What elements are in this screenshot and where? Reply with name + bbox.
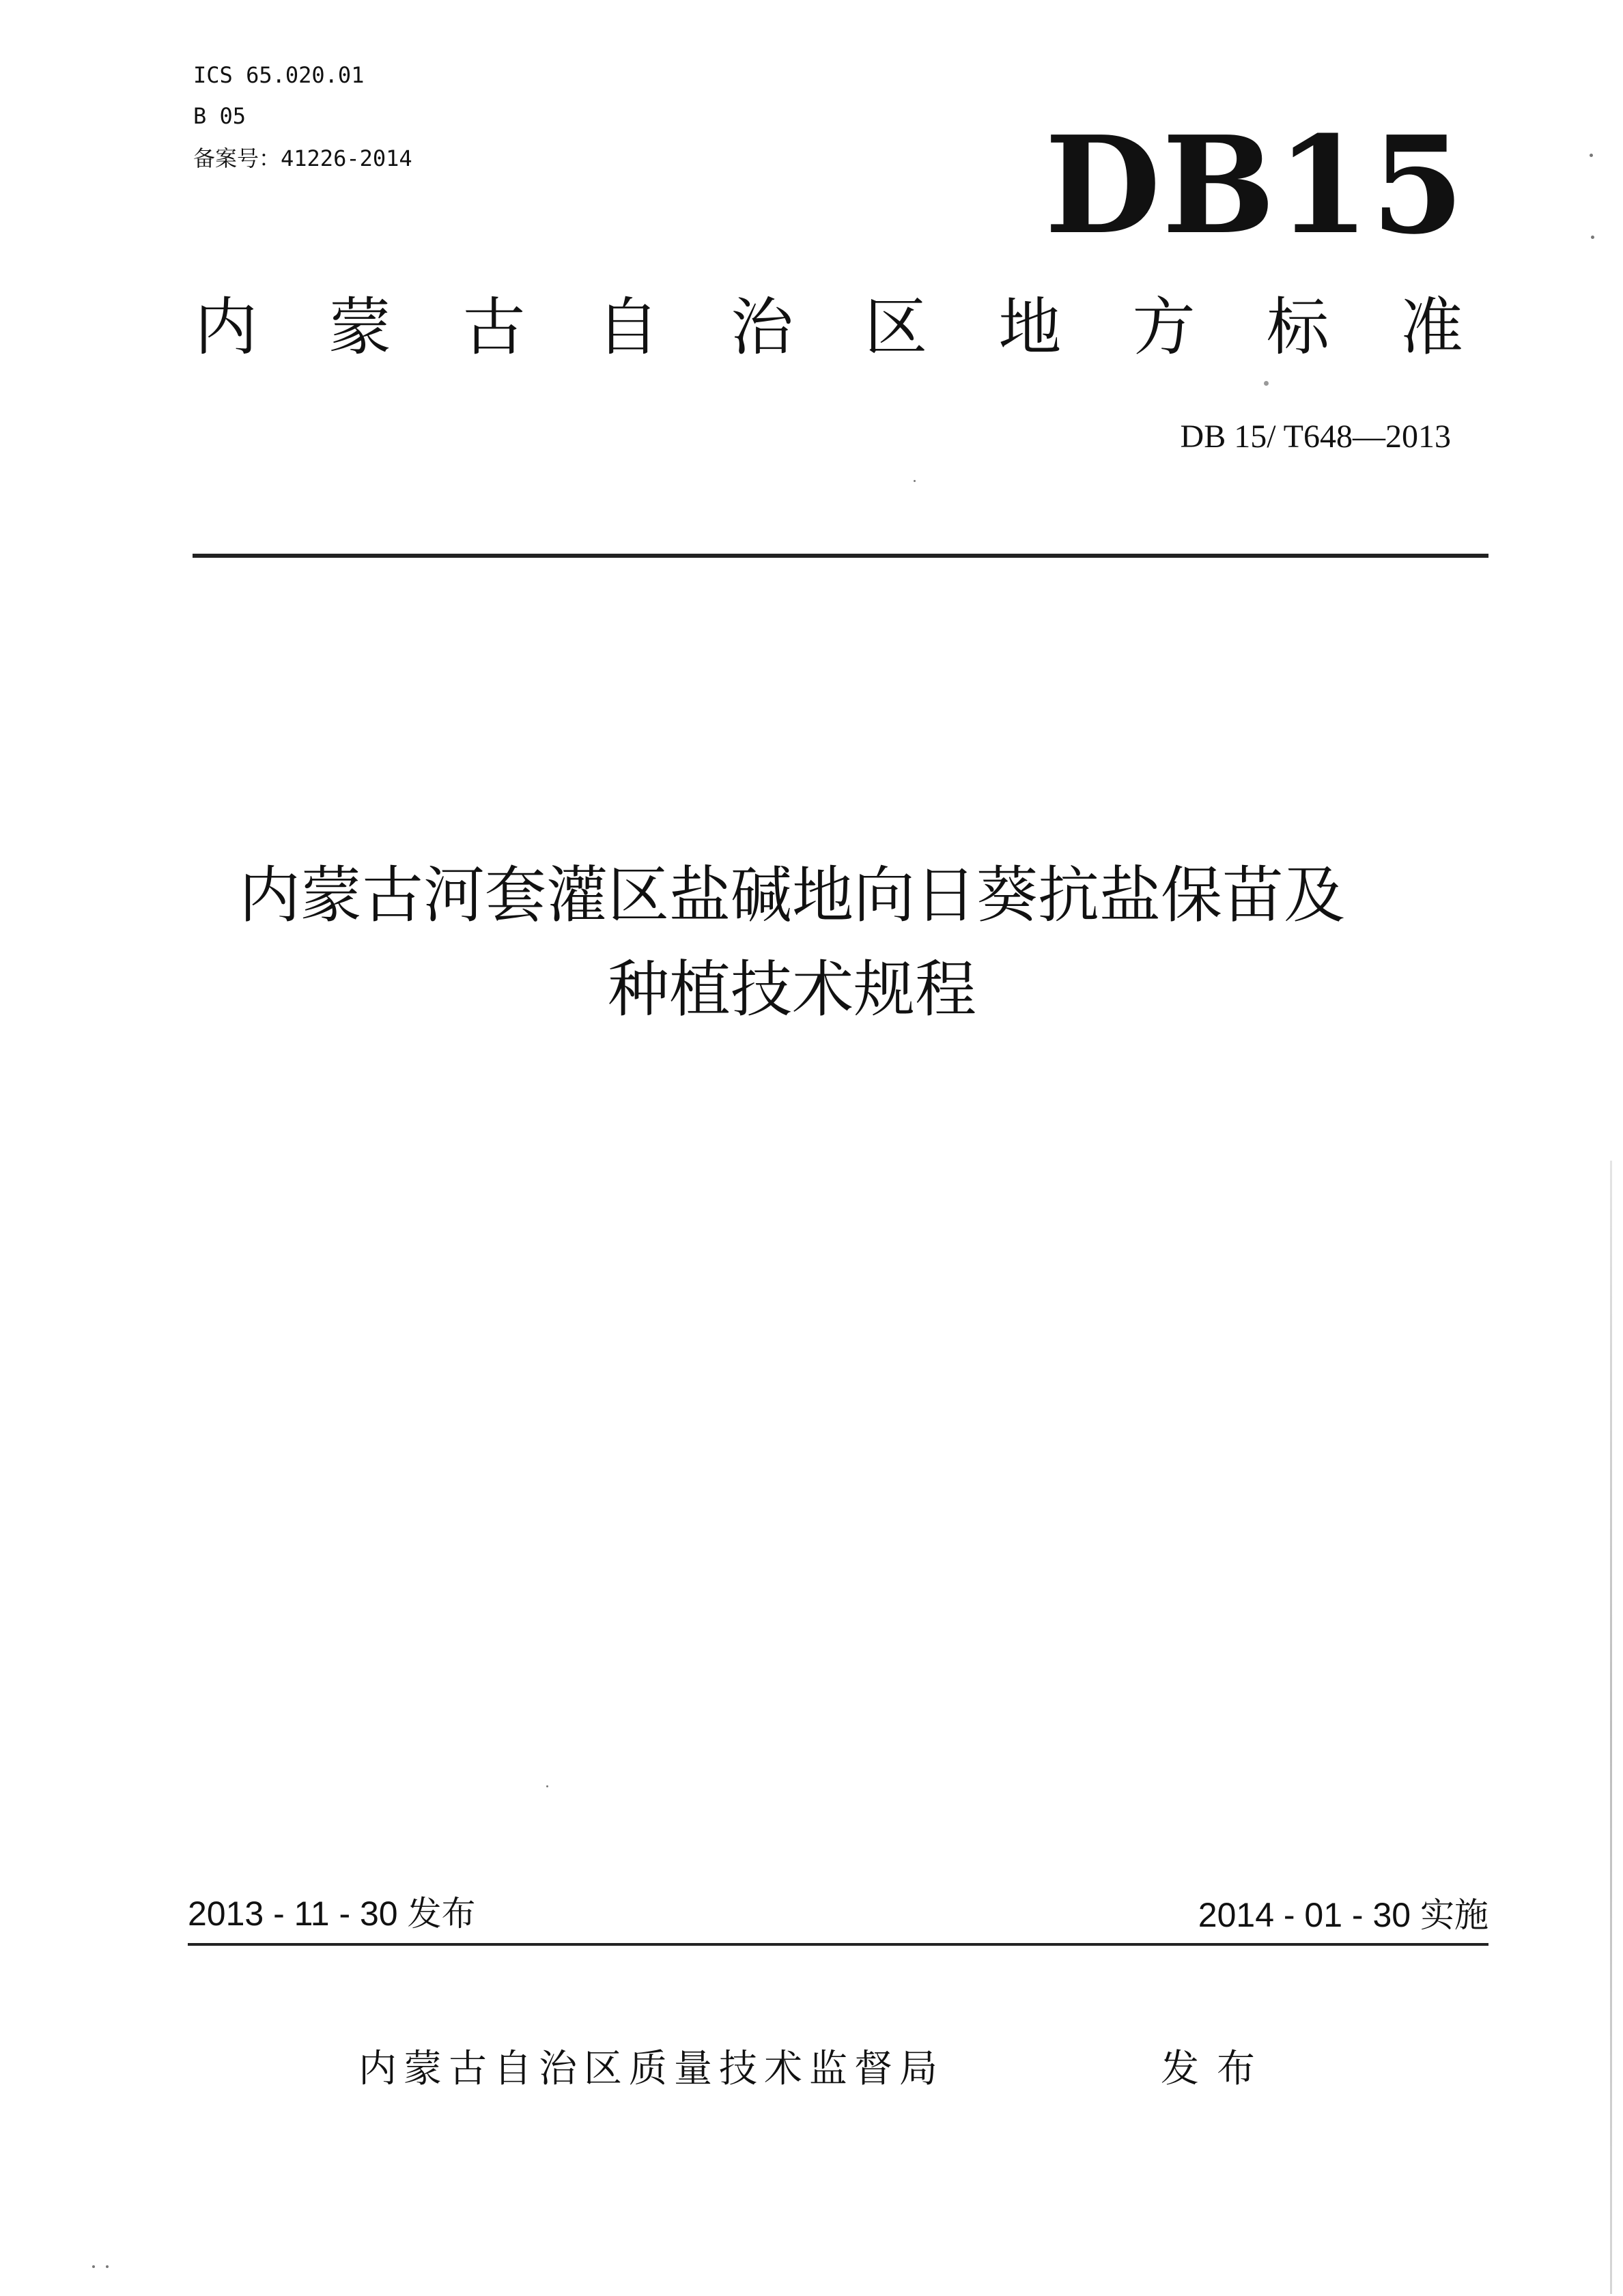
ics-code: ICS 65.020.01 [193,62,365,88]
standard-type-char: 内 [195,291,258,364]
issuing-authority: 内蒙古自治区质量技术监督局 [358,2047,944,2091]
scan-speck [106,2265,109,2268]
issue-action: 发布 [1161,2047,1273,2091]
standard-type-char: 自 [596,291,660,364]
scan-edge-shadow [1610,1161,1612,2294]
standard-type-char: 蒙 [328,291,392,364]
header-divider [193,554,1488,558]
effective-date: 2014 - 01 - 30 实施 [1198,1896,1488,1934]
classification-code: B 05 [193,103,246,129]
standard-type-char: 古 [462,291,526,364]
scan-speck [1264,381,1269,386]
title-line-1: 内蒙古河套灌区盐碱地向日葵抗盐保苗及 [239,860,1345,931]
document-title [109,849,1475,1037]
standard-type-char: 方 [1132,291,1196,364]
issue-date: 2013 - 11 - 30 发布 [188,1895,476,1933]
scan-speck [914,480,916,482]
standard-type-char: 治 [730,291,793,364]
scan-speck [1590,154,1593,157]
title-line-2: 种植技术规程 [608,954,976,1025]
standard-type-char: 区 [864,291,928,364]
standard-type-char: 准 [1400,291,1463,364]
standard-type-heading [195,290,1463,365]
scan-speck [92,2265,95,2268]
scan-speck [1591,236,1594,239]
standard-type-char: 标 [1266,291,1329,364]
db15-logo: DB15 [1045,107,1466,264]
record-number: 备案号：41226-2014 [193,145,412,171]
footer-divider [188,1943,1488,1946]
scan-speck [546,1785,548,1787]
standard-type-char: 地 [998,291,1062,364]
standard-number: DB 15/ T648—2013 [1180,419,1451,455]
